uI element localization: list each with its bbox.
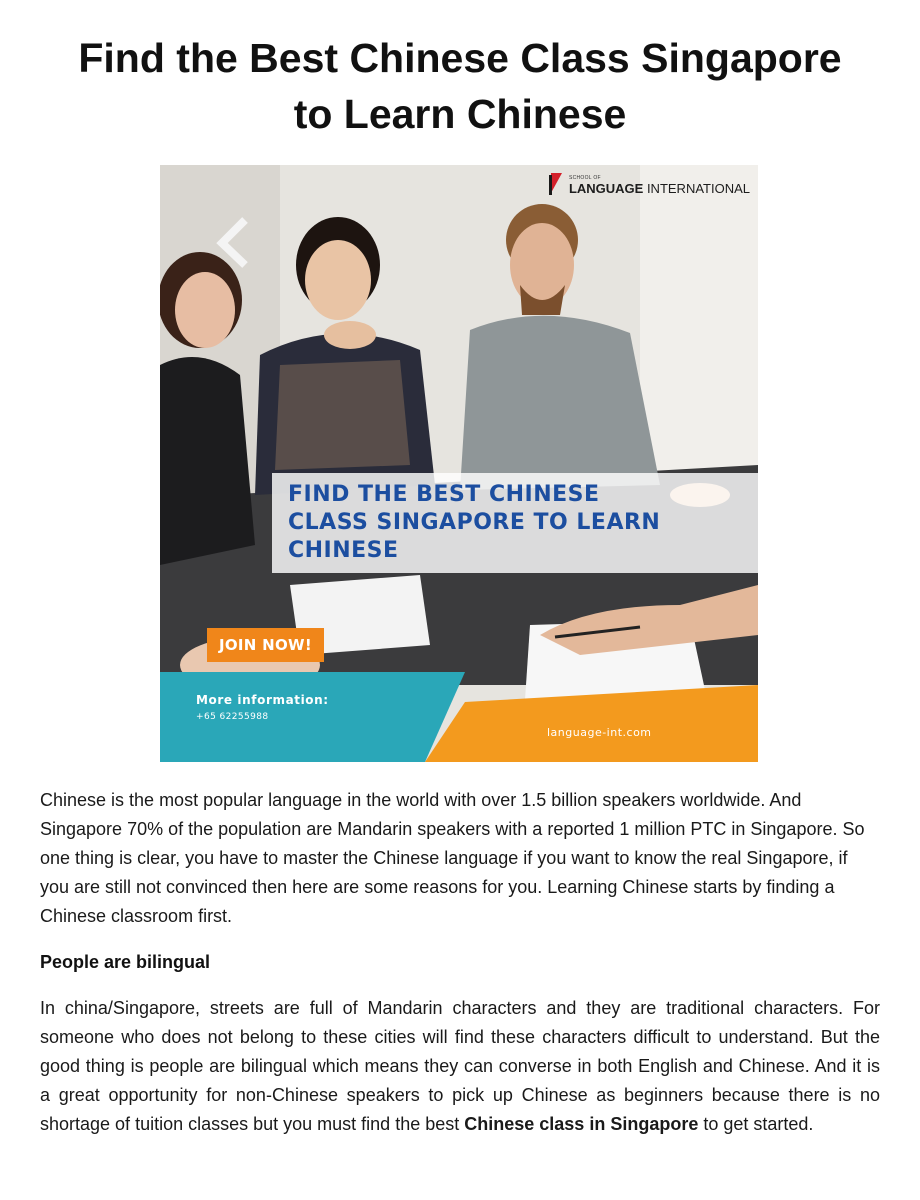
intro-paragraph: Chinese is the most popular language in the world with over 1.5 billion speakers worldwide. And Singapore 70% of the population are Mandarin speakers with a reported 1 million PTC in Singapore. So one thing is clear, you have to master the Chinese language if you want to know the real Singapore, if you are still not convinced then here are some reasons for you. Learning Chinese starts by finding a Chinese classroom first. <box>40 790 865 926</box>
classroom-photo <box>160 165 758 762</box>
phone-number: +65 62255988 <box>196 712 269 722</box>
website-url: language-int.com <box>547 726 652 739</box>
banner-headline <box>288 481 758 565</box>
page-title <box>40 30 880 142</box>
school-logo-icon <box>549 173 565 195</box>
banner-headline-line-3: CHINESE <box>288 538 399 563</box>
logo-small-text: SCHOOL OF <box>568 175 601 181</box>
promo-banner-image <box>160 165 758 762</box>
join-now-button: JOIN NOW! <box>207 628 324 662</box>
more-information-label: More information: <box>196 693 329 707</box>
logo-name: LANGUAGE INTERNATIONAL <box>568 181 750 196</box>
school-logo <box>549 173 750 195</box>
chinese-class-link[interactable]: Chinese class in Singapore <box>464 1114 699 1134</box>
banner-headline-line-1: FIND THE BEST CHINESE <box>288 482 600 507</box>
bilingual-paragraph: In china/Singapore, streets are full of Mandarin characters and they are traditional characters. For someone who does not belong to these cities will find these characters difficult to understand. But the good thing is people are bilingual which means they can converse in both English and Chinese. And it is a great opportunity for non-Chinese speakers to pick up Chinese as beginners because there is no shortage of tuition classes but you must find the best Chinese class in Singapore to get started. <box>40 998 880 1134</box>
page-title-line-2: to Learn Chinese <box>293 91 627 137</box>
page-title-line-1: Find the Best Chinese Class Singapore <box>78 35 842 81</box>
banner-headline-line-2: CLASS SINGAPORE TO LEARN <box>288 510 661 535</box>
section-heading-bilingual: People are bilingual <box>40 952 211 972</box>
